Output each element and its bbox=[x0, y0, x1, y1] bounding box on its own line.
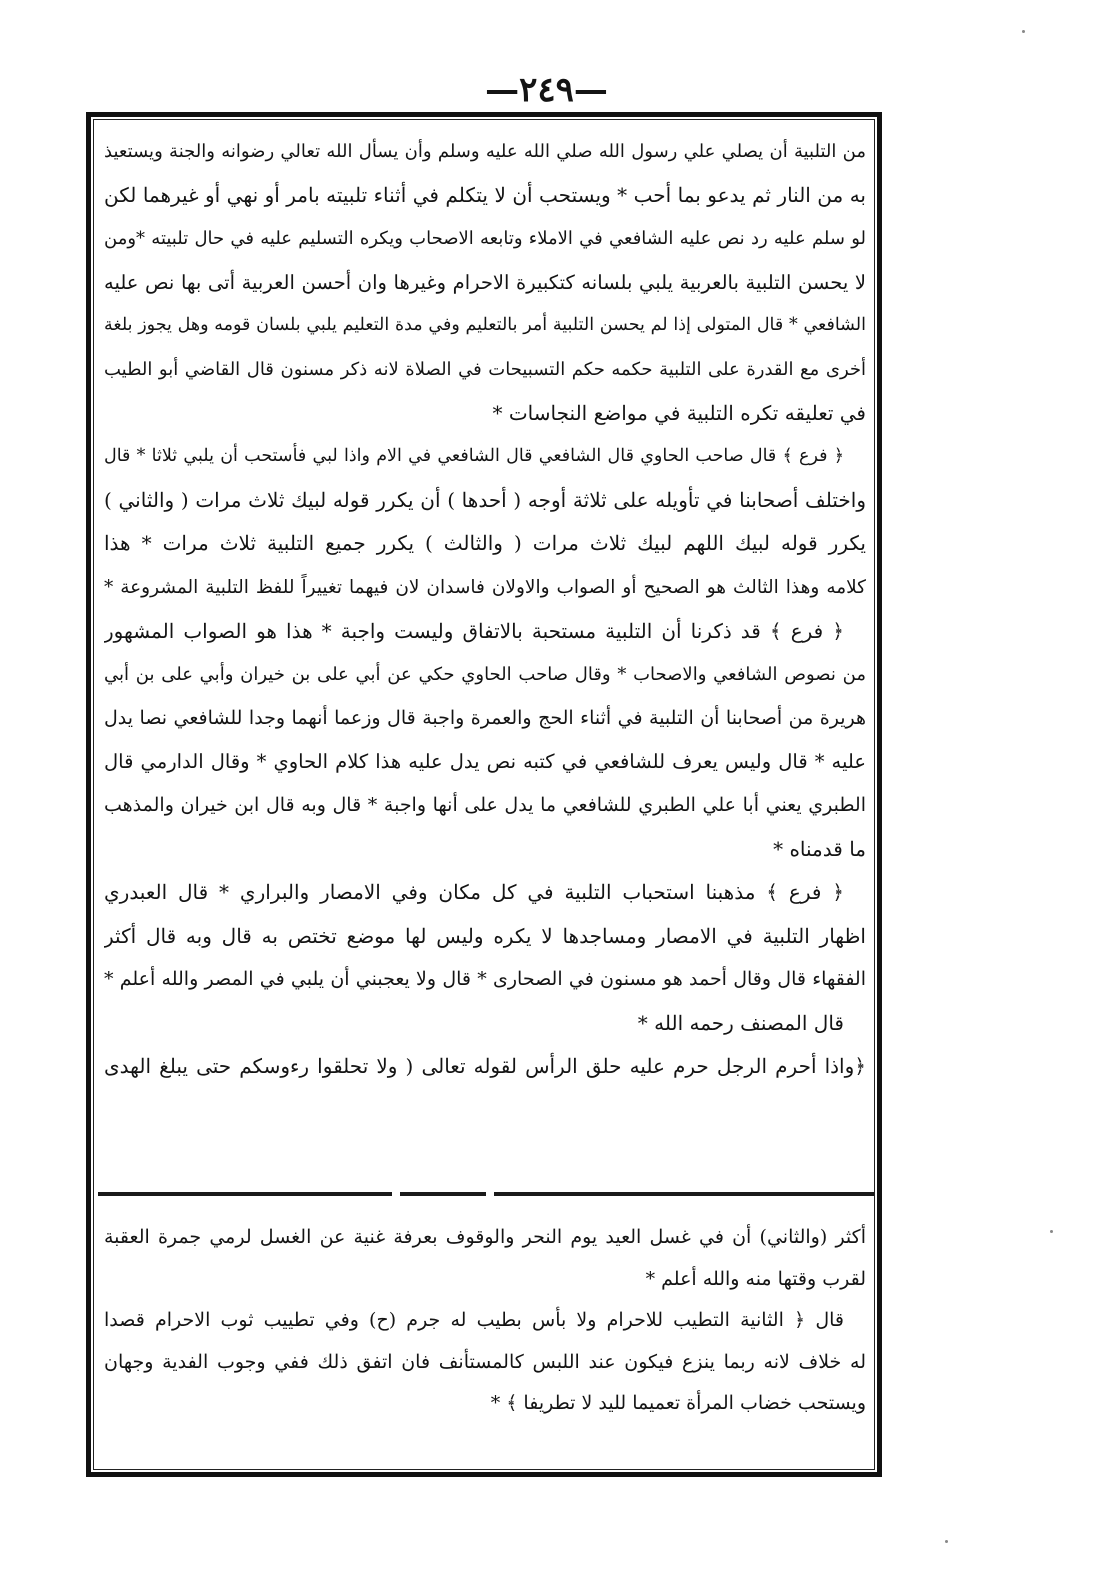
main-text bbox=[104, 130, 866, 1089]
footnote-line: له خلاف لانه ربما ينزع فيكون عند اللبس كالمستأنف فان اتفق ذلك ففي وجوب الفدية وجهان bbox=[104, 1350, 866, 1373]
paper-speck bbox=[945, 1540, 948, 1543]
page-number: —٢٤٩— bbox=[485, 70, 608, 110]
paper-speck bbox=[1022, 30, 1025, 33]
text-line: عليه * قال وليس يعرف للشافعي في كتبه نص يدل عليه هذا كلام الحاوي * وقال الدارمي قال bbox=[104, 750, 866, 774]
text-line: اظهار التلبية في الامصار ومساجدها لا يكره وليس لها موضع تختص به قال وبه قال أكثر bbox=[104, 923, 866, 948]
text-line: الفقهاء قال وقال أحمد هو مسنون في الصحارى * قال ولا يعجبني أن يلبي في المصر والله أعلم * bbox=[104, 968, 866, 991]
text-line: ﴿ فرع ﴾ قد ذكرنا أن التلبية مستحبة بالاتفاق وليست واجبة * هذا هو الصواب المشهور bbox=[104, 618, 844, 643]
separator-gap bbox=[392, 1191, 400, 1197]
text-line: لا يحسن التلبية بالعربية يلبي بلسانه كتكبيرة الاحرام وغيرها وان أحسن العربية أتى بها نص عليه bbox=[104, 270, 866, 294]
text-line: لو سلم عليه رد نص عليه الشافعي في الاملاء وتابعه الاصحاب ويكره التسليم عليه في حال تلبيته *ومن bbox=[104, 228, 866, 250]
text-line: في تعليقه تكره التلبية في مواضع النجاسات * bbox=[492, 400, 866, 425]
paper-speck bbox=[1050, 1230, 1053, 1233]
text-line: من نصوص الشافعي والاصحاب * وقال صاحب الحاوي حكي عن أبي على بن خيران وأبي على بن أبي bbox=[104, 664, 866, 686]
text-line: من التلبية أن يصلي علي رسول الله صلي الله عليه وسلم وأن يسأل الله تعالي رضوانه والجنة ويستعيذ bbox=[104, 141, 866, 162]
text-line: ﴿ فرع ﴾ قال صاحب الحاوي قال الشافعي قال الشافعي في الام واذا لبي فأستحب أن يلبي ثلاثا * قال bbox=[104, 446, 844, 467]
text-line: كلامه وهذا الثالث هو الصحيح أو الصواب والاولان فاسدان لان فيهما تغييراً للفظ التلبية المشروعة * bbox=[104, 576, 866, 598]
text-line: الطبري يعني أبا علي الطبري للشافعي ما يدل على أنها واجبة * قال وبه قال ابن خيران والمذهب bbox=[104, 793, 866, 816]
text-line: أخرى مع القدرة على التلبية حكمه حكم التسبيحات في الصلاة لانه ذكر مسنون قال القاضي أبو الطيب bbox=[104, 358, 866, 380]
footnote-line: ويستحب خضاب المرأة تعميما لليد لا تطريفا ﴾ * bbox=[490, 1392, 866, 1414]
text-line: به من النار ثم يدعو بما أحب * ويستحب أن لا يتكلم في أثناء تلبيته بامر أو نهي أو غيرهما لكن bbox=[104, 182, 866, 207]
footnote-text bbox=[104, 1217, 866, 1425]
footnote-line: قال ﴿ الثانية التطيب للاحرام ولا بأس بطيب له جرم (ح) وفي تطييب ثوب الاحرام قصدا bbox=[104, 1309, 844, 1331]
text-line: هريرة من أصحابنا أن التلبية في أثناء الحج والعمرة واجبة قال وزعما أنهما وجدا للشافعي نصا يدل bbox=[104, 706, 866, 729]
text-line: واختلف أصحابنا في تأويله على ثلاثة أوجه ( أحدها ) أن يكرر قوله لبيك ثلاث مرات ( والثاني ) bbox=[104, 487, 866, 512]
text-line: قال المصنف رحمه الله * bbox=[637, 1010, 844, 1035]
footnote-line: لقرب وقتها منه والله أعلم * bbox=[645, 1267, 866, 1290]
separator-gap bbox=[486, 1191, 494, 1197]
text-line: الشافعي * قال المتولى إذا لم يحسن التلبية أمر بالتعليم وفي مدة التعليم يلبي بلسان قومه وهل يجوز بلغة bbox=[104, 315, 866, 336]
text-line: ما قدمناه * bbox=[773, 836, 866, 861]
text-line: ﴿ فرع ﴾ مذهبنا استحباب التلبية في كل مكان وفي الامصار والبراري * قال العبدري bbox=[104, 880, 844, 905]
footnote-line: أكثر (والثاني) أن في غسل العيد يوم النحر والوقوف بعرفة غنية عن الغسل لرمي جمرة العقبة bbox=[104, 1226, 866, 1248]
text-line: ﴿واذا أحرم الرجل حرم عليه حلق الرأس لقوله تعالى ( ولا تحلقوا رءوسكم حتى يبلغ الهدى bbox=[104, 1054, 866, 1079]
text-line: يكرر قوله لبيك اللهم لبيك ثلاث مرات ( والثالث ) يكرر جميع التلبية ثلاث مرات * هذا bbox=[104, 531, 866, 556]
